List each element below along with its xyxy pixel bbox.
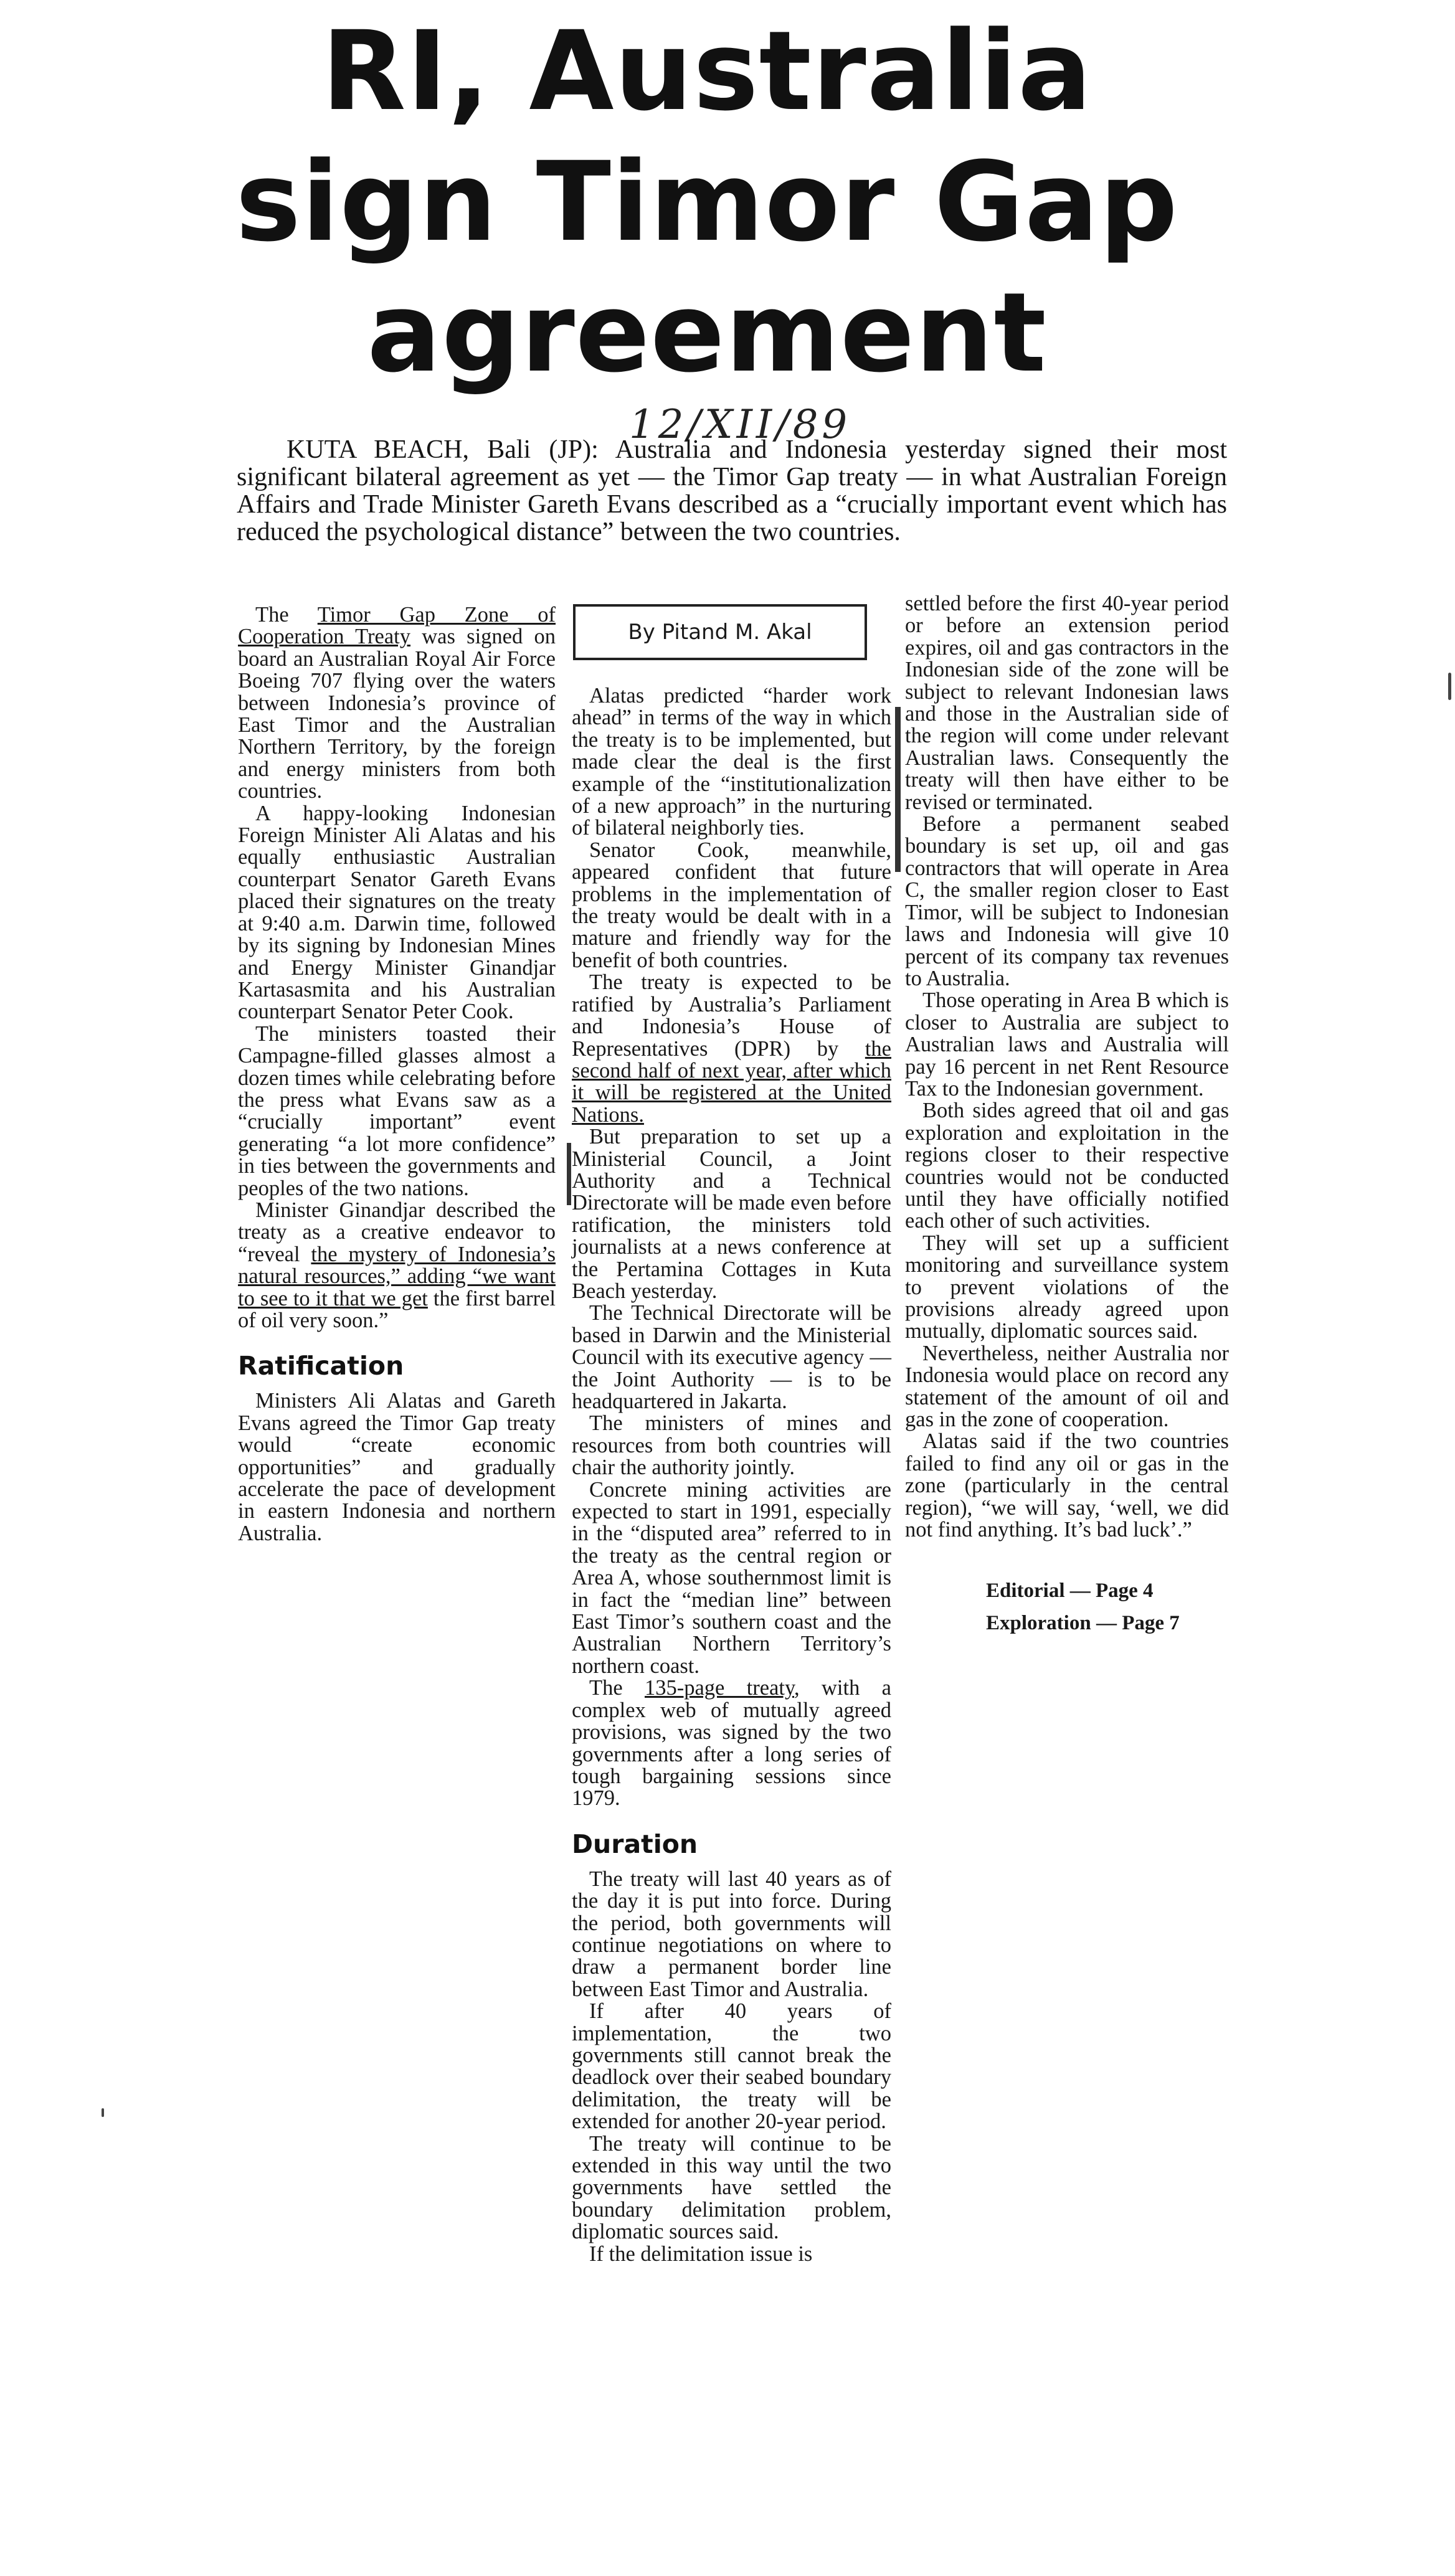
reference-exploration: Exploration — Page 7: [986, 1612, 1180, 1635]
article-column-3: [905, 593, 1229, 1639]
text-run: The: [589, 1676, 645, 1700]
paragraph: Ministers Ali Alatas and Gareth Evans agreed the Timor Gap treaty would “create economic opportunities” and gradually accelerate the pace of development in eastern Indonesia and northern Australia.: [238, 1389, 556, 1545]
text-run: The treaty is expected to be ratified by Australia’s Parliament and Indonesia’s House of Representatives (DPR) by: [572, 970, 891, 1061]
paragraph: The Technical Directorate will be based in Darwin and the Ministerial Council with its executive agency — the Joint Authority — is to be headquartered in Jakarta.: [572, 1301, 891, 1413]
paragraph: If the delimitation issue is: [589, 2242, 813, 2266]
lede-paragraph: KUTA BEACH, Bali (JP): Australia and Indonesia yesterday signed their most significant bilateral agreement as yet — the Timor Gap treaty — in what Australian Foreign Affairs and Trade Minister Gareth Evans described as a “crucially important event which has reduced the psychological distance” between the two countries.: [237, 435, 1227, 546]
text-run: Minister Ginandjar described the treaty as a creative endeavor to “reveal: [238, 1198, 556, 1266]
text-run: was signed on board an Australian Royal Air Force Boeing 707 flying over the waters between Indonesia’s province of East Timor and the Australian Northern Territory, by the foreign and energy ministers from both countries.: [238, 625, 556, 803]
margin-tick-mark: [1448, 673, 1451, 700]
paragraph: Alatas said if the two countries failed to find any oil or gas in the zone (particularly in the central region), “we will say, ‘well, we did not find anything. It’s bad luck’.”: [905, 1429, 1229, 1542]
paragraph: If after 40 years of implementation, the two governments still cannot break the deadlock over their seabed boundary delimitation, the treaty will be extended for another 20-year period.: [572, 1999, 891, 2134]
paragraph: Before a permanent seabed boundary is set up, oil and gas contractors that will operate in Area C, the smaller region closer to East Timor, will be subject to Indonesian laws and Indonesia will give 10 percent of its company tax revenues to Australia.: [905, 812, 1229, 990]
handwritten-date: 12/XII/89: [629, 402, 851, 448]
paragraph: The ministers of mines and resources from both countries will chair the authority jointly.: [572, 1411, 891, 1480]
margin-bracket-mark: [567, 1143, 571, 1205]
paragraph: The ministers toasted their Campagne-filled glasses almost a dozen times while celebrating before the press what Evans saw as a “crucially important” event generating “a lot more confidence” in ties between the governments and peoples of the two nations.: [238, 1021, 556, 1200]
headline: [162, 6, 1252, 399]
reference-editorial: Editorial — Page 4: [986, 1579, 1154, 1603]
paragraph: They will set up a sufficient monitoring and surveillance system to prevent violations of the provisions already agreed upon mutually, diplomatic sources said.: [905, 1231, 1229, 1343]
paragraph: Nevertheless, neither Australia nor Indonesia would place on record any statement of the amount of oil and gas in the zone of cooperation.: [905, 1341, 1229, 1432]
paragraph: The treaty will continue to be extended in this way until the two governments have settled the boundary delimitation problem, diplomatic sources said.: [572, 2131, 891, 2244]
section-heading: Duration: [572, 1829, 698, 1859]
text-run: the first barrel of oil very soon.”: [238, 1286, 556, 1332]
section-heading: Ratification: [238, 1351, 404, 1381]
paragraph: Senator Cook, meanwhile, appeared confident that future problems in the implementation of the treaty would be dealt with in a mature and friendly way for the benefit of both countries.: [572, 838, 891, 972]
text-run: , with a complex web of mutually agreed provisions, was signed by the two governments after a long series of tough bargaining sessions since 1979.: [572, 1676, 891, 1811]
article-column-2: [572, 685, 891, 2265]
margin-bracket-mark: [895, 707, 901, 872]
margin-tick-mark: [102, 2108, 104, 2117]
paragraph: But preparation to set up a Ministerial Council, a Joint Authority and a Technical Directorate will be made even before ratification, the ministers told journalists at a news conference at the Pertamina Cottages in Kuta Beach yesterday.: [572, 1125, 891, 1303]
paragraph: A happy-looking Indonesian Foreign Minister Ali Alatas and his equally enthusiastic Australian counterpart Senator Gareth Evans placed their signatures on the treaty at 9:40 a.m. Darwin time, followed by its signing by Indonesian Mines and Energy Minister Ginandjar Kartasasmita and his Australian counterpart Senator Peter Cook.: [238, 801, 556, 1024]
paragraph: Alatas predicted “harder work ahead” in terms of the way in which the treaty is to be implemented, but made clear the deal is the first example of the “institutionalization of a new approach” in the nurturing of bilateral neighborly ties.: [572, 684, 891, 840]
underlined-text: the mystery of Indonesia’s natural resources,” adding “we want to see to it that we get: [238, 1242, 556, 1310]
paragraph: Both sides agreed that oil and gas exploration and exploitation in the regions closer to their respective countries would not be conducted until they have officially notified each other of such activities.: [905, 1099, 1229, 1233]
headline-line: RI, Australia: [321, 7, 1092, 135]
paragraph: The treaty will last 40 years as of the day it is put into force. During the period, both governments will continue negotiations on where to draw a permanent border line between East Timor and Australia.: [572, 1867, 891, 2001]
text-run: The: [255, 603, 318, 627]
article-column-1: [238, 604, 556, 1545]
paragraph: settled before the first 40-year period or before an extension period expires, oil and gas contractors in the Indonesian side of the zone will be subject to relevant Indonesian laws and those in the Australian side of the region will come under relevant Australian laws. Consequently the treaty will then have either to be revised or terminated.: [905, 592, 1229, 814]
paragraph: [238, 1200, 556, 1332]
headline-line: sign Timor Gap: [235, 138, 1178, 266]
paragraph: Those operating in Area B which is closer to Australia are subject to Australian laws and Australia will pay 16 percent in net Rent Resource Tax to the Indonesian government.: [905, 988, 1229, 1101]
headline-line: agreement: [367, 269, 1047, 397]
underlined-text: Timor Gap Zone of Cooperation Treaty: [238, 603, 556, 649]
paragraph: [238, 604, 556, 803]
paragraph: [572, 1677, 891, 1809]
underlined-text: 135-page treaty: [645, 1676, 795, 1700]
underlined-text: the second half of next year, after which it will be registered at the United Nations.: [572, 1036, 891, 1127]
page-references: [905, 1574, 1229, 1639]
paragraph: [572, 972, 891, 1126]
byline: By Pitand M. Akal: [573, 604, 867, 660]
paragraph: Concrete mining activities are expected to start in 1991, especially in the “disputed area” referred to in the treaty as the central region or Area A, whose southernmost limit is in fact the “median line” between East Timor’s southern coast and the Australian Northern Territory’s northern coast.: [572, 1477, 891, 1678]
